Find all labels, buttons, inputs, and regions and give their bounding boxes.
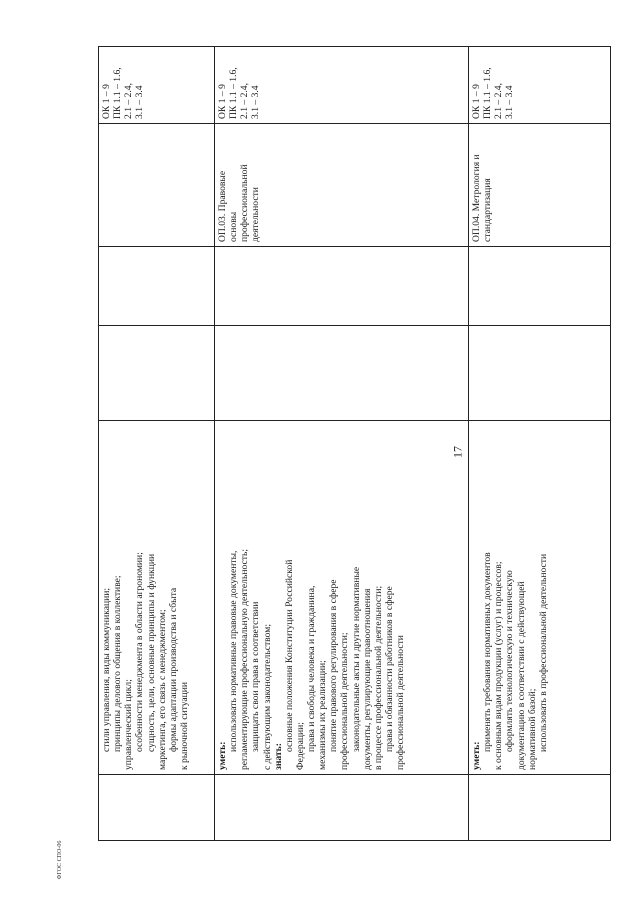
competency-content-cell (469, 421, 611, 775)
hours-cell (99, 326, 215, 421)
footer-mark: ФГОС СПО-06 (57, 840, 63, 880)
standards-table-frame (98, 47, 610, 841)
content-line: принципы делового общения в коллективе; (112, 575, 124, 752)
competency-codes-cell (99, 47, 215, 124)
competency-code: 2.1 – 2.4, (239, 83, 251, 119)
content-line: управленческий цикл; (123, 679, 135, 770)
content-line: использовать в профессиональной деятельности (537, 553, 549, 752)
index-cell (215, 775, 469, 841)
discipline-name-line: профессиональной (239, 164, 251, 242)
content-line: профессиональной деятельности; (339, 632, 351, 770)
discipline-cell (99, 124, 215, 247)
content-line: к рыночной ситуации (178, 681, 190, 770)
competency-code: ОК 1 – 9 (101, 84, 112, 119)
index-cell (469, 775, 611, 841)
competency-content-cell (99, 421, 215, 775)
discipline-cell (469, 124, 611, 247)
discipline-cell (215, 124, 469, 247)
content-line: использовать нормативные правовые документы, (228, 550, 240, 752)
hours-cell (469, 326, 611, 421)
competency-code: 3.1 – 3.4 (250, 85, 262, 119)
competency-codes-cell (215, 47, 469, 124)
discipline-name-line: ОП.03. Правовые (217, 170, 228, 242)
index-cell (99, 775, 215, 841)
content-line: профессиональной деятельности (395, 635, 406, 770)
content-line: документы, регулирующие правоотношения (361, 588, 373, 770)
table-row (99, 47, 215, 841)
competency-code: 2.1 – 2.4, (123, 83, 135, 119)
content-line: в процессе профессиональной деятельности; (372, 585, 384, 770)
table-row (215, 47, 469, 841)
content-line: документацию в соответствии с действующей (515, 581, 527, 770)
competency-code: ОК 1 – 9 (217, 84, 228, 119)
standards-table-rotated (98, 47, 610, 841)
content-line: особенности менеджмента в области агрономии; (134, 552, 146, 752)
competency-code: ПК 1.1 – 1.6, (112, 67, 124, 119)
content-line: нормативной базой; (526, 688, 538, 770)
discipline-name-line: ОП.04. Метрология и (471, 154, 482, 242)
content-line: применять требования нормативных документов (482, 552, 494, 752)
content-line: стили управления, виды коммуникации; (101, 587, 112, 752)
discipline-name-line: основы (228, 211, 240, 242)
section-label: знать: (272, 743, 284, 770)
competency-content-cell (215, 421, 469, 775)
content-line: сущность, цели, основные принципы и функции (145, 553, 157, 752)
content-line: права и свободы человека и гражданина, (306, 585, 317, 752)
content-line: механизмы их реализации; (317, 660, 329, 770)
content-line: формы адаптации производства и сбыта (167, 587, 179, 752)
content-line: маркетинга, его связь с менеджментом; (156, 609, 168, 770)
competency-code: 2.1 – 2.4, (493, 83, 505, 119)
competency-code: ОК 1 – 9 (471, 84, 482, 119)
hours-cell (469, 247, 611, 326)
competency-code: ПК 1.1 – 1.6, (482, 67, 494, 119)
content-line: основные положения Конституции Российской (283, 559, 295, 752)
hours-cell (215, 326, 469, 421)
content-line: к основным видам продукции (услуг) и процессов; (493, 561, 505, 770)
content-line: права и обязанности работников в сфере (383, 586, 395, 752)
content-line: законодательные акты и другие нормативные (350, 566, 362, 752)
discipline-name-line: стандартизация (482, 178, 494, 242)
standards-table (98, 46, 611, 841)
competency-code: ПК 1.1 – 1.6, (228, 67, 240, 119)
content-line: защищать свои права в соответствии (250, 601, 262, 752)
section-label: уметь: (217, 741, 228, 770)
content-line: понятие правового регулирования в сфере (328, 579, 340, 752)
content-line: Федерации; (294, 722, 306, 770)
content-line: оформлять технологическую и техническую (504, 570, 516, 752)
hours-cell (215, 247, 469, 326)
competency-codes-cell (469, 47, 611, 124)
competency-code: 3.1 – 3.4 (504, 85, 516, 119)
hours-cell (99, 247, 215, 326)
page-number: 17 (450, 446, 465, 458)
discipline-name-line: деятельности (250, 187, 262, 242)
section-label: уметь: (471, 741, 482, 770)
content-line: с действующим законодательством; (261, 624, 273, 770)
content-line: регламентирующие профессиональную деятельность; (239, 548, 251, 770)
competency-code: 3.1 – 3.4 (134, 85, 146, 119)
table-row (469, 47, 611, 841)
